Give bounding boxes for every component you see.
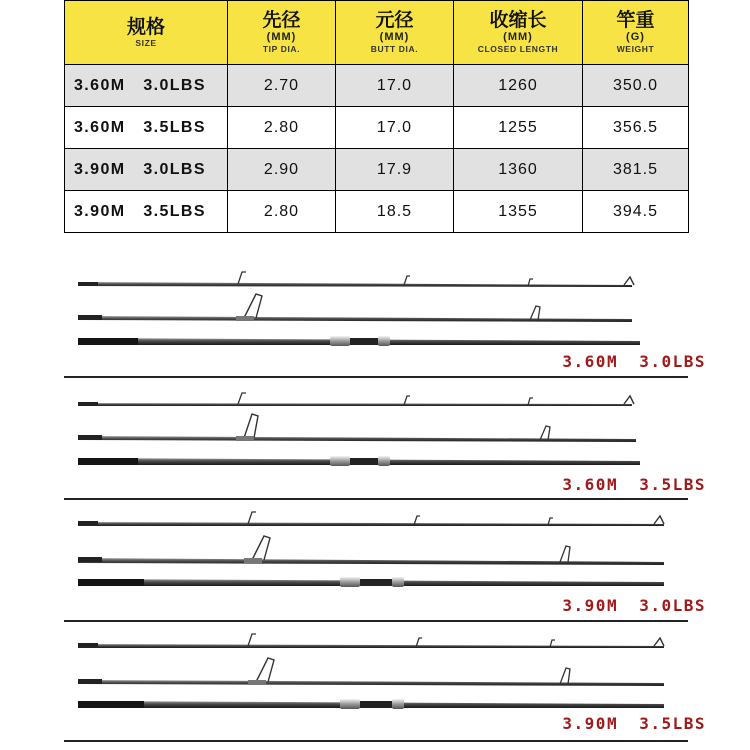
cell-tip: 2.70 bbox=[228, 65, 336, 107]
cell-butt: 18.5 bbox=[336, 191, 454, 233]
rod-label: 3.60M 3.5LBS bbox=[562, 475, 706, 494]
header-tip-en: TIP DIA. bbox=[262, 44, 301, 54]
header-size-zh: 规格 bbox=[126, 15, 165, 38]
rod-butt-section bbox=[78, 456, 640, 466]
cell-tip: 2.90 bbox=[228, 149, 336, 191]
header-size-en: SIZE bbox=[135, 37, 157, 48]
rod-label: 3.90M 3.0LBS bbox=[562, 596, 706, 615]
cell-size: 3.90M 3.5LBS bbox=[65, 191, 228, 233]
header-butt-unit: (MM) bbox=[379, 31, 410, 43]
cell-butt: 17.9 bbox=[336, 149, 454, 191]
cell-closed: 1360 bbox=[454, 149, 583, 191]
cell-weight: 350.0 bbox=[583, 65, 689, 107]
rod-tip-section bbox=[78, 272, 634, 287]
rod-set-4 bbox=[78, 634, 664, 709]
cell-weight: 381.5 bbox=[583, 149, 689, 191]
cell-size: 3.60M 3.5LBS bbox=[65, 107, 228, 149]
rod-set-2 bbox=[78, 393, 640, 466]
cell-tip: 2.80 bbox=[228, 191, 336, 233]
cell-tip: 2.80 bbox=[228, 107, 336, 149]
rod-tip-section bbox=[78, 634, 664, 648]
rod-mid-section bbox=[78, 414, 636, 442]
rod-set-3 bbox=[78, 512, 664, 587]
cell-butt: 17.0 bbox=[336, 107, 454, 149]
cell-weight: 356.5 bbox=[583, 107, 689, 149]
rod-butt-section bbox=[78, 577, 664, 587]
rod-mid-section bbox=[78, 658, 664, 686]
rod-label: 3.60M 3.0LBS bbox=[562, 352, 706, 371]
rod-butt-section bbox=[78, 336, 640, 346]
header-tip-zh: 先径 bbox=[262, 9, 301, 31]
cell-weight: 394.5 bbox=[583, 191, 689, 233]
header-butt-en: BUTT DIA. bbox=[370, 44, 419, 54]
header-butt-zh: 元径 bbox=[375, 9, 414, 31]
header-closed-zh: 收缩长 bbox=[489, 9, 547, 31]
rod-mid-section bbox=[78, 294, 632, 322]
rod-set-1 bbox=[78, 272, 640, 346]
header-weight-en: WEIGHT bbox=[616, 44, 655, 54]
cell-butt: 17.0 bbox=[336, 65, 454, 107]
cell-size: 3.90M 3.0LBS bbox=[65, 149, 228, 191]
header-closed-unit: (MM) bbox=[503, 31, 533, 43]
header-tip-unit: (MM) bbox=[266, 31, 297, 43]
cell-size: 3.60M 3.0LBS bbox=[65, 65, 228, 107]
header-weight-unit: (G) bbox=[626, 31, 645, 43]
cell-closed: 1355 bbox=[454, 191, 583, 233]
header-weight-zh: 竿重 bbox=[616, 9, 655, 31]
cell-closed: 1260 bbox=[454, 65, 583, 107]
rod-tip-section bbox=[78, 512, 664, 526]
rod-label: 3.90M 3.5LBS bbox=[562, 714, 706, 733]
rod-mid-section bbox=[78, 536, 664, 565]
header-closed-en: CLOSED LENGTH bbox=[477, 44, 559, 54]
cell-closed: 1255 bbox=[454, 107, 583, 149]
rod-butt-section bbox=[78, 699, 664, 709]
rod-tip-section bbox=[78, 393, 634, 406]
